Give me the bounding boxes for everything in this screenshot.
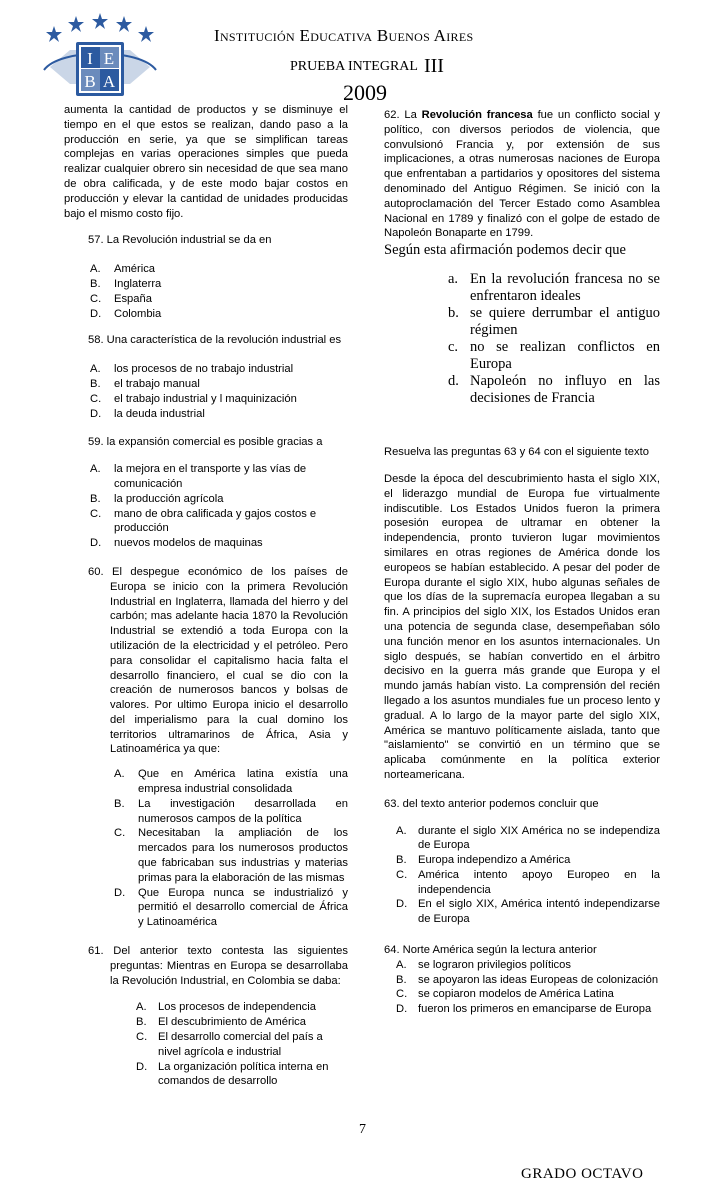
- option-item: [64, 826, 348, 885]
- option-letter: D.: [396, 1003, 408, 1016]
- option-text: América intento apoyo Europeo en la independencia: [418, 868, 660, 896]
- option-text: mano de obra calificada y gajos costos e producción: [114, 507, 317, 535]
- question-stem: 60. El despegue económico de los países de Europa se inicio con la primera Revolución Industrial en Inglaterra, llamada del hierro y del carbón; mas adelante hacia 1870 la Revolución Industrial se extendió a toda Europa con la utilización de la electricidad y el petróleo. Pero para consolidar el capitalismo hacia falta el desarrollo financiero, el cual se dio con la creación de numerosos bancos y bolsas de valores. Por ultimo Europa inicio el desarrollo del imperialismo para la cual domino los territorios ultramarinos de África, Asia y Latinoamérica ya que:: [88, 565, 348, 756]
- grade-label: GRADO OCTAVO: [521, 1166, 644, 1182]
- option-text: el trabajo manual: [114, 377, 200, 390]
- reading-passage: Desde la época del descubrimiento hasta el siglo XIX, el liderazgo mundial de Europa fue virtualmente indiscutible. Los Estados Unidos fueron la primera posesión europea de ultramar en obtener la independencia, pronto tuvieron lugar movimientos similares en otras regiones de América donde los europeos se habían establecido. A pesar del poder de Europa durante el siglo XIX, hubo algunas señales de que los días de la supremacía europea llegaban a su fin. A principios del siglo XIX, los Estados Unidos eran una potencia de segunda clase, desempeñaban sólo una función menor en los asuntos internacionales. Un siglo después, se habían convertido en el árbitro decisivo en la guerra más grande que Europa y el mundo jamás habían visto. La comprensión del recién llegado a los asuntos mundiales fue un proceso lento y gradual. A lo largo de la mayor parte del siglo XIX, América se mantuvo políticamente aislada, tanto que "aislamiento" se convirtió en un término que se aplicaba comúnmente en la política exterior norteamericana.: [384, 472, 660, 781]
- option-text: Colombia: [114, 307, 162, 320]
- option-text: Napoleón no influyo en las decisiones de Francia: [470, 373, 660, 407]
- option-letter: a.: [448, 271, 459, 288]
- option-text: fueron los primeros en emanciparse de Europa: [418, 1003, 652, 1016]
- option-text: Europa independizo a América: [418, 854, 571, 867]
- option-item: [384, 973, 660, 988]
- option-item: [384, 897, 660, 927]
- option-letter: A.: [136, 1001, 147, 1014]
- option-item: [64, 407, 348, 422]
- option-text: El desarrollo comercial del país a nivel agrícola e industrial: [158, 1031, 323, 1058]
- institution-title: Institución Educativa Buenos Aires: [214, 26, 474, 45]
- question-stem: 58. Una característica de la revolución industrial es: [88, 334, 342, 347]
- options-list: [384, 824, 660, 928]
- option-item: [64, 277, 348, 292]
- option-text: nuevos modelos de maquinas: [114, 537, 263, 550]
- question-61: [64, 944, 348, 1089]
- option-item: [64, 886, 348, 930]
- question-stem: 59. la expansión comercial es posible gracias a: [88, 436, 323, 449]
- question-stem: 63. del texto anterior podemos concluir que: [384, 797, 599, 810]
- option-text: Inglaterra: [114, 277, 162, 290]
- option-letter: D.: [90, 537, 102, 550]
- question-64: [384, 943, 660, 1017]
- option-letter: C.: [396, 988, 408, 1001]
- options-list: [64, 462, 348, 551]
- option-text: La organización política interna en comandos de desarrollo: [158, 1060, 329, 1088]
- option-text: se copiaron modelos de América Latina: [418, 988, 614, 1001]
- options-list: [64, 1000, 348, 1089]
- option-letter: A.: [114, 768, 125, 781]
- options-list: [384, 271, 660, 407]
- question-62-stem: 62. La Revolución francesa fue un conflicto social y político, con diversos periodos de violencia, que convulsionó Francia y, por extensión de sus implicaciones, a otras numerosas naciones de Europa que enfrentaban a partidarios y opositores del sistema denominado del Antiguo Régimen. Se inició con la autoproclamación del Tercer Estado como Asamblea Nacional en 1789 y finalizó con el golpe de estado de Napoleón Bonaparte en 1799.: [384, 109, 661, 240]
- option-text: se apoyaron las ideas Europeas de colonización: [418, 973, 659, 986]
- option-text: se lograron privilegios políticos: [418, 958, 571, 971]
- option-item: [384, 853, 660, 868]
- question-58: [64, 333, 348, 421]
- option-letter: A.: [90, 263, 101, 276]
- question-stem: 61. Del anterior texto contesta las siguientes preguntas: Mientras en Europa se desarrollaba la Revolución Industrial, en Colombia se daba:: [88, 945, 348, 987]
- option-item: [64, 1015, 348, 1030]
- option-letter: C.: [136, 1031, 148, 1044]
- option-item: [64, 292, 348, 307]
- option-letter: B.: [114, 797, 125, 810]
- logo-letter-b: B: [84, 72, 96, 91]
- option-item: [64, 1060, 348, 1090]
- option-letter: C.: [90, 292, 102, 305]
- option-item: [64, 1030, 348, 1060]
- option-item: [64, 307, 348, 322]
- question-63: [384, 797, 660, 927]
- option-letter: D.: [136, 1060, 148, 1073]
- option-letter: B.: [90, 377, 101, 390]
- option-text: En el siglo XIX, América intentó independizarse de Europa: [418, 898, 660, 926]
- option-letter: B.: [90, 277, 101, 290]
- option-item: [64, 362, 348, 377]
- option-letter: C.: [90, 507, 102, 520]
- option-letter: A.: [396, 958, 407, 971]
- option-item: [64, 507, 348, 537]
- option-text: durante el siglo XIX América no se independiza de Europa: [418, 824, 660, 852]
- option-letter: B.: [396, 973, 407, 986]
- question-57: [64, 233, 348, 321]
- option-letter: b.: [448, 305, 459, 322]
- question-stem: 57. La Revolución industrial se da en: [88, 234, 272, 247]
- option-letter: C.: [114, 827, 126, 840]
- option-text: la mejora en el transporte y las vías de comunicación: [114, 463, 307, 490]
- reading-instruction: Resuelva las preguntas 63 y 64 con el siguiente texto: [384, 446, 649, 459]
- option-item: [64, 767, 348, 797]
- option-letter: A.: [90, 363, 101, 376]
- question-60: [64, 565, 348, 930]
- option-text: la deuda industrial: [114, 407, 205, 420]
- option-item: [64, 797, 348, 827]
- option-letter: B.: [90, 492, 101, 505]
- logo-letter-a: A: [102, 72, 116, 91]
- option-item: [384, 1002, 660, 1017]
- option-letter: D.: [114, 886, 126, 899]
- logo-letter-e: E: [103, 49, 115, 68]
- option-text: no se realizan conflictos en Europa: [470, 339, 660, 373]
- option-item: [64, 377, 348, 392]
- option-letter: B.: [136, 1016, 147, 1029]
- exam-subtitle: PRUEBA INTEGRAL III: [290, 55, 444, 77]
- option-letter: D.: [90, 307, 102, 320]
- question-stem: 64. Norte América según la lectura anterior: [384, 944, 597, 957]
- intro-paragraph: aumenta la cantidad de productos y se disminuye el tiempo en el que estos se realizan, dando paso a la producción en serie, ya que se simplifican tareas complejas en varias operaciones simples que pueda realizar cualquier obrero sin necesidad de que sea mano de obra calificada, y de este modo bajar costos en producción y elevar la cantidad de unidades producidas bajo el mismo costo fijo.: [64, 104, 348, 220]
- option-text: Que en América latina existía una empresa industrial consolidada: [138, 768, 348, 796]
- option-text: América: [114, 263, 156, 276]
- option-item: [384, 868, 660, 898]
- option-text: En la revolución francesa no se enfrentaron ideales: [470, 271, 660, 305]
- question-59: [64, 435, 348, 551]
- option-item: [64, 1000, 348, 1015]
- options-list: [64, 262, 348, 321]
- option-letter: c.: [448, 339, 459, 356]
- options-list: [384, 958, 660, 1017]
- option-text: El descubrimiento de América: [158, 1016, 306, 1029]
- page-number: 7: [359, 1122, 366, 1137]
- option-text: Que Europa nunca se industrializó y permitió el desarrollo comercial de África y Latinoamérica: [138, 886, 348, 929]
- school-logo: [40, 12, 160, 102]
- option-text: el trabajo industrial y l maquinización: [114, 392, 297, 405]
- option-item: [384, 305, 660, 339]
- options-list: [64, 767, 348, 930]
- option-item: [64, 492, 348, 507]
- option-item: [64, 462, 348, 492]
- option-item: [384, 373, 660, 407]
- option-text: Necesitaban la ampliación de los mercados para los numerosos productos que fabricaban sus industrias y materias primas para la elaboración de las mismas: [138, 827, 348, 884]
- option-text: los procesos de no trabajo industrial: [114, 363, 294, 376]
- option-letter: D.: [396, 898, 408, 911]
- option-item: [384, 271, 660, 305]
- option-item: [64, 262, 348, 277]
- option-item: [384, 339, 660, 373]
- option-letter: A.: [90, 463, 101, 476]
- options-list: [64, 362, 348, 421]
- option-letter: D.: [90, 407, 102, 420]
- logo-letter-i: I: [87, 49, 93, 68]
- option-item: [384, 958, 660, 973]
- option-item: [64, 536, 348, 551]
- option-text: La investigación desarrollada en numerosos campos de la política: [138, 797, 348, 825]
- question-62-prompt: Según esta afirmación podemos decir que: [384, 242, 626, 259]
- option-text: Los procesos de independencia: [158, 1001, 316, 1014]
- option-item: [384, 987, 660, 1002]
- exam-year: 2009: [343, 80, 387, 105]
- option-text: se quiere derrumbar el antiguo régimen: [470, 305, 660, 339]
- right-column: [384, 108, 660, 1017]
- option-item: [64, 392, 348, 407]
- option-text: España: [114, 292, 152, 305]
- option-text: la producción agrícola: [114, 492, 224, 505]
- option-letter: d.: [448, 373, 459, 390]
- left-column: [64, 103, 348, 1089]
- option-letter: B.: [396, 854, 407, 867]
- option-item: [384, 824, 660, 854]
- option-letter: C.: [90, 392, 102, 405]
- option-letter: A.: [396, 824, 407, 837]
- option-letter: C.: [396, 868, 408, 881]
